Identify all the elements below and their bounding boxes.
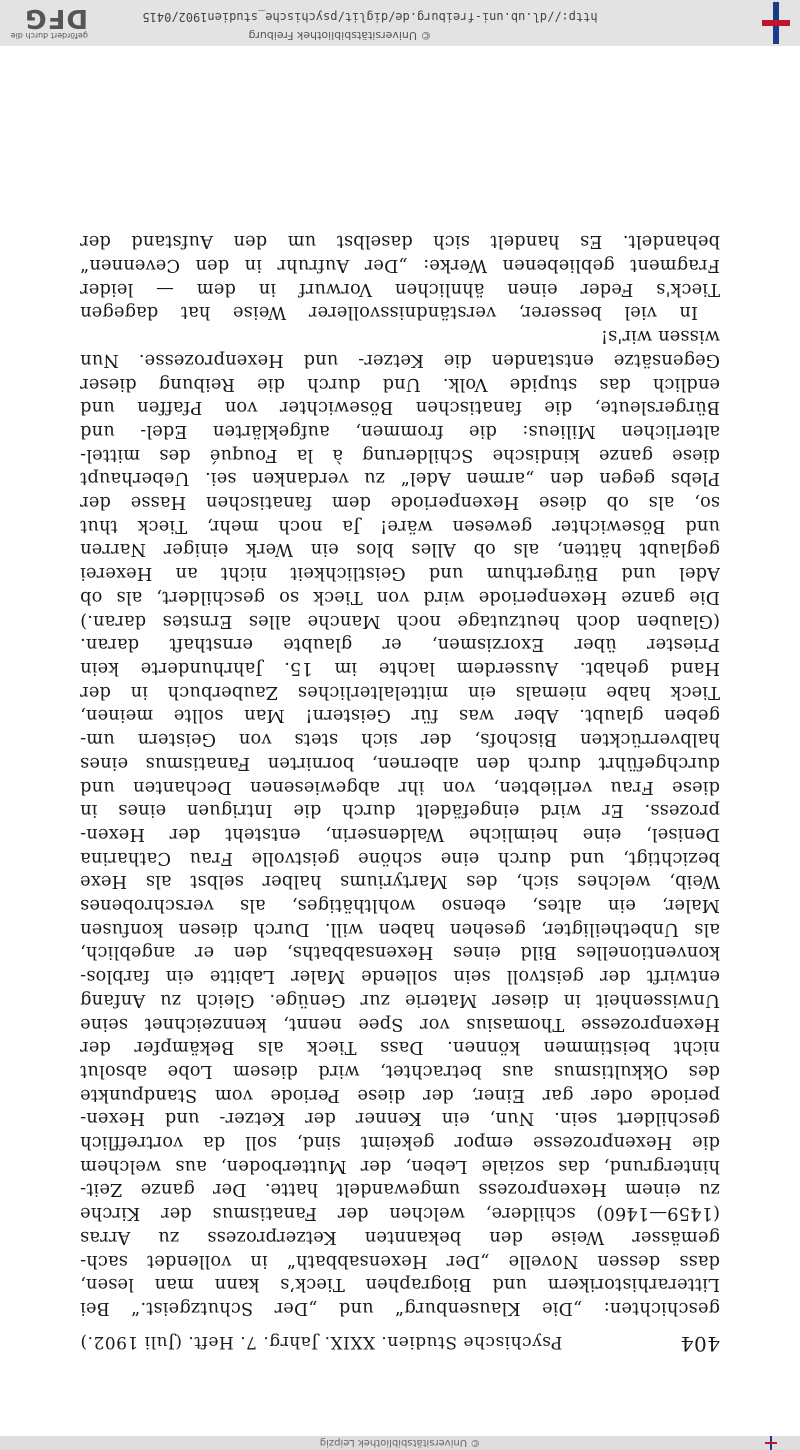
source-url-link[interactable]: http://dl.ub.uni-freiburg.de/diglit/psychische_studien1902/0415 [142, 10, 598, 24]
page-number: 404 [680, 1332, 720, 1356]
text-line: zu einem Hexenprozess umgewandelt hatte. Der ganze Zeit- [80, 1179, 720, 1201]
text-line: (1459—1460) schildere, welchen der Fanatismus der Kirche [80, 1203, 720, 1225]
bottom-credit-bar [0, 1436, 800, 1450]
bottom-credit: © Universitätsbibliothek Leipzig [319, 1437, 481, 1449]
text-line: Denisel, eine heimliche Waldenserin, entsteht der Hexen- [80, 823, 720, 845]
text-line: Priester über Exorzismen, er glaubte ernsthaft daran. [80, 634, 720, 656]
text-line: diese Frau verliebten, von ihr abgewiesenen Dechanten und [80, 776, 720, 798]
page-body [80, 230, 720, 1320]
text-line: Tieck habe niemals ein mittelalterliches Zauberbuch in der [80, 681, 720, 703]
book-page [80, 230, 720, 1356]
text-line: wissen wir's! [600, 326, 720, 348]
text-line: (Glauben doch heutzutage noch Manche alles Ernstes daran.) [80, 610, 720, 632]
text-line: so, als ob diese Hexenperiode dem fanatischen Hasse der [80, 492, 720, 514]
text-line: Hexenprozesse Thomasius vor Spee nennt, kennzeichnet seine [80, 1013, 720, 1035]
text-line: geschichten: „Die Klausenburg“ und „Der Schutzgeist.“ Bei [80, 1298, 720, 1319]
text-line: bezichtigt, und durch eine schöne geistvolle Frau Catharina [80, 847, 720, 869]
running-head: Psychische Studien. XXIX. Jahrg. 7. Heft. (Juli 1902.) [80, 1332, 563, 1352]
text-line: Litterarhistorikern und Biographen Tieck’s kann man lesen, [80, 1274, 720, 1296]
text-line: konventionelles Bild eines Hexensabbaths, den er angeblich, [80, 942, 720, 964]
text-line: diese ganze kindische Schilderung à la Fouqué des mittel- [80, 444, 720, 466]
viewer-header [0, 0, 800, 46]
text-line: Unwissenheit in dieser Materie zur Genüge. Gleich zu Anfang [80, 989, 720, 1011]
text-line: geglaubt hätten, als ob Alles blos ein Werk einiger Narren [80, 539, 720, 561]
running-header [80, 1332, 720, 1356]
library-logo-icon [764, 1436, 778, 1450]
text-line: dass dessen Novelle „Der Hexensabbath“ in vollendet sach- [80, 1250, 720, 1272]
text-line: behandelt. Es handelt sich daselbst um den Aufstand der [80, 231, 720, 253]
text-line: des Okkultismus aus betrachtet, wird diesem Lobe absolut [80, 1060, 720, 1082]
text-line: periode oder gar Einer, der diese Periode vom Standpunkte [80, 1084, 720, 1106]
text-line: prozess. Er wird eingefädelt durch die Intriguen eines in [80, 800, 720, 822]
text-line: Weib, welches sich, des Martyriums halber selbst als Hexe [80, 871, 720, 893]
text-line: Tieck's Feder einen ähnlichen Vorwurf in dem — leider [80, 278, 720, 300]
text-line: die Hexenprozesse empor gekeimt sind, soll da vortrefflich [80, 1132, 720, 1154]
text-line: hintergrund, das soziale Leben, der Mutterboden, aus welchem [80, 1155, 720, 1177]
dfg-wordmark: DFG [24, 3, 88, 33]
text-line: geschildert sein. Nun, ein Kenner der Ketzer- und Hexen- [80, 1108, 720, 1130]
text-line: Adel und Bürgerthum und Geistlichkeit nicht an Hexerei [80, 563, 720, 585]
dfg-subtitle: gefördert durch die [10, 31, 88, 40]
text-line: nicht beistimmen können. Dass Tieck als Bekämpfer der [80, 1037, 720, 1059]
text-line: Bürgersleute, die fanatischen Bösewichter von Pfaffen und [80, 397, 720, 419]
text-line: Die ganze Hexenperiode wird von Tieck so geschildert, als ob [80, 586, 720, 608]
text-line: Hand gehabt. Ausserdem lachte im 15. Jahrhunderte kein [80, 658, 720, 680]
text-line: entwirft der geistvoll sein sollende Maler Labitte ein farblos- [80, 966, 720, 988]
library-logo-icon [754, 2, 794, 44]
text-line: halbverrückten Bischofs, der sich stets von Geistern um- [80, 729, 720, 751]
dfg-logo [8, 2, 88, 40]
text-line: Maler, ein altes, ebenso wohlthätiges, als verschrobenes [80, 895, 720, 917]
text-line: Plebs gegen den „armen Adel“ zu verdanken sei. Ueberhaupt [80, 468, 720, 490]
library-credit: © Universitätsbibliothek Freiburg [248, 29, 432, 42]
text-line: durchgeführt durch den albernen, bornirten Fanatismus eines [80, 752, 720, 774]
text-line: Fragment gebliebenen Werke: „Der Aufruhr in den Cevennen“ [80, 255, 720, 277]
text-line: als Unbetheiligter, gesehen haben will. Durch diesen konfusen [80, 918, 720, 940]
text-line: alterlichen Milieus: die frommen, aufgeklärten Edel- und [80, 420, 720, 442]
text-line: In viel besserer, verständnissvollerer Weise hat dagegen [80, 302, 698, 324]
text-line: und Bösewichter gewesen wäre! Ja noch mehr, Tieck thut [80, 515, 720, 537]
text-line: endlich das stupide Volk. Und durch die Reibung dieser [80, 373, 720, 395]
text-line: gemässer Weise den bekannten Ketzerprozess zu Arras [80, 1226, 720, 1248]
text-line: geben glaubt. Aber was für Geistern! Man sollte meinen, [80, 705, 720, 727]
text-line: Gegensätze entstanden die Ketzer- und Hexenprozesse. Nun [80, 349, 720, 371]
